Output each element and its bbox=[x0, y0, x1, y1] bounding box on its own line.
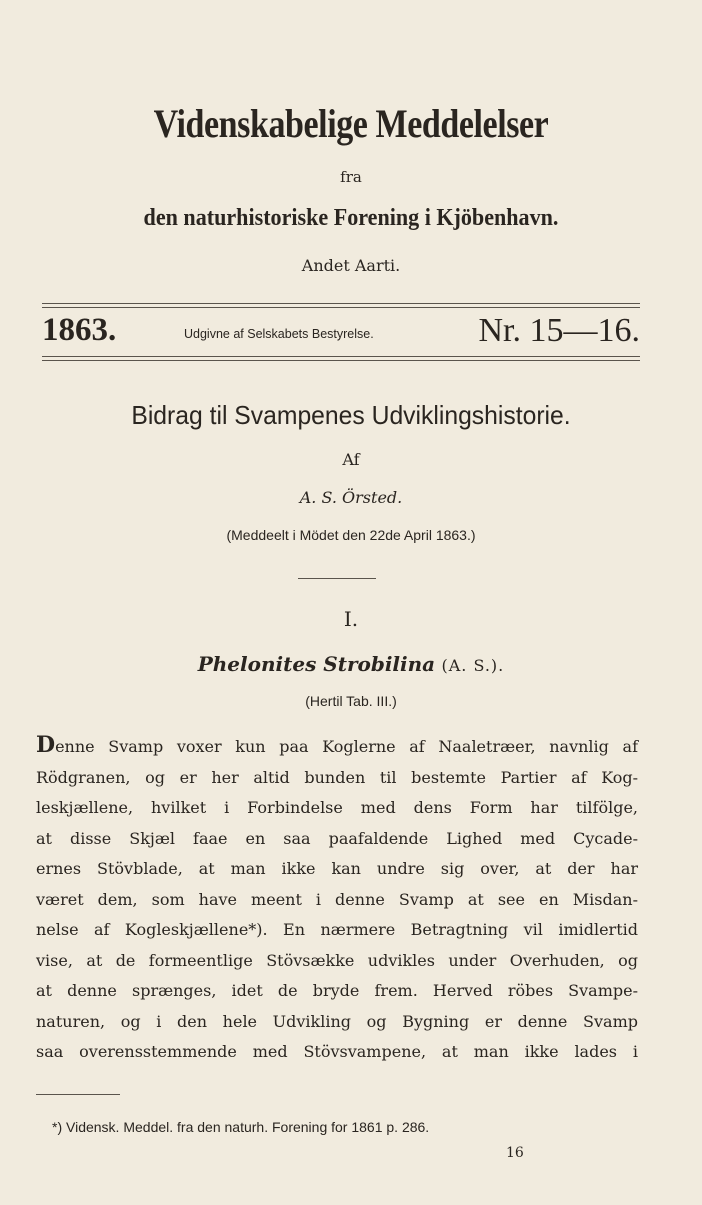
masthead-rule-bottom-2 bbox=[42, 360, 640, 361]
body-line: været dem, som have meent i denne Svamp at see en Misdan- bbox=[36, 889, 638, 909]
af-text: Af bbox=[342, 450, 360, 469]
masthead-rule-top-1 bbox=[42, 303, 640, 304]
volume-label: Andet Aarti. bbox=[301, 256, 401, 275]
species-heading bbox=[0, 652, 702, 676]
body-line: ernes Stövblade, at man ikke kan undre sig over, at der har bbox=[36, 859, 638, 878]
species-name: Phelonites Strobilina bbox=[197, 652, 436, 676]
article-author: A. S. Örsted. bbox=[299, 488, 403, 507]
journal-title: Videnskabelige Meddelelser bbox=[153, 101, 549, 146]
body-line: naturen, og i den hele Udvikling og Bygning er denne Svamp bbox=[36, 1011, 638, 1031]
body-line: nelse af Kogleskjællene*). En nærmere Betragtning vil imidlertid bbox=[36, 920, 638, 939]
body-line: Denne Svamp voxer kun paa Koglerne af Naaletræer, navnlig af bbox=[36, 732, 638, 758]
masthead-issue: Nr. 15—16. bbox=[478, 312, 640, 349]
communication-note: (Meddeelt i Mödet den 22de April 1863.) bbox=[226, 527, 476, 543]
dropcap: D bbox=[36, 732, 56, 758]
body-line: Rödgranen, og er her altid bunden til bestemte Partier af Kog- bbox=[36, 767, 638, 787]
footnote-rule bbox=[36, 1094, 120, 1095]
article-title: Bidrag til Svampenes Udviklingshistorie. bbox=[131, 400, 571, 430]
fra-text: fra bbox=[340, 168, 362, 186]
masthead-rule-top-2 bbox=[42, 307, 640, 308]
body-line: vise, at de formeentlige Stövsække udvikles under Overhuden, og bbox=[36, 950, 638, 970]
section-number: I. bbox=[343, 607, 359, 631]
body-line: saa overensstemmende med Stövsvampene, at man ikke lades i bbox=[36, 1042, 638, 1061]
society-name: den naturhistoriske Forening i Kjöbenhavn. bbox=[143, 205, 559, 231]
page-signature: 16 bbox=[506, 1145, 524, 1161]
footnote: *) Vidensk. Meddel. fra den naturh. Forening for 1861 p. 286. bbox=[52, 1119, 430, 1135]
species-author: (A. S.). bbox=[441, 656, 505, 675]
masthead-rule-bottom-1 bbox=[42, 356, 640, 357]
body-line: at denne sprænges, idet de bryde frem. Herved röbes Svampe- bbox=[36, 981, 638, 1000]
plate-reference: (Hertil Tab. III.) bbox=[305, 693, 397, 709]
masthead-publisher: Udgivne af Selskabets Bestyrelse. bbox=[184, 327, 374, 341]
section-divider bbox=[298, 578, 376, 579]
body-line: at disse Skjæl faae en saa paafaldende Lighed med Cycade- bbox=[36, 828, 638, 848]
body-line: leskjællene, hvilket i Forbindelse med dens Form har tilfölge, bbox=[36, 798, 638, 817]
masthead-year: 1863. bbox=[42, 312, 117, 348]
body-text bbox=[36, 730, 638, 1068]
